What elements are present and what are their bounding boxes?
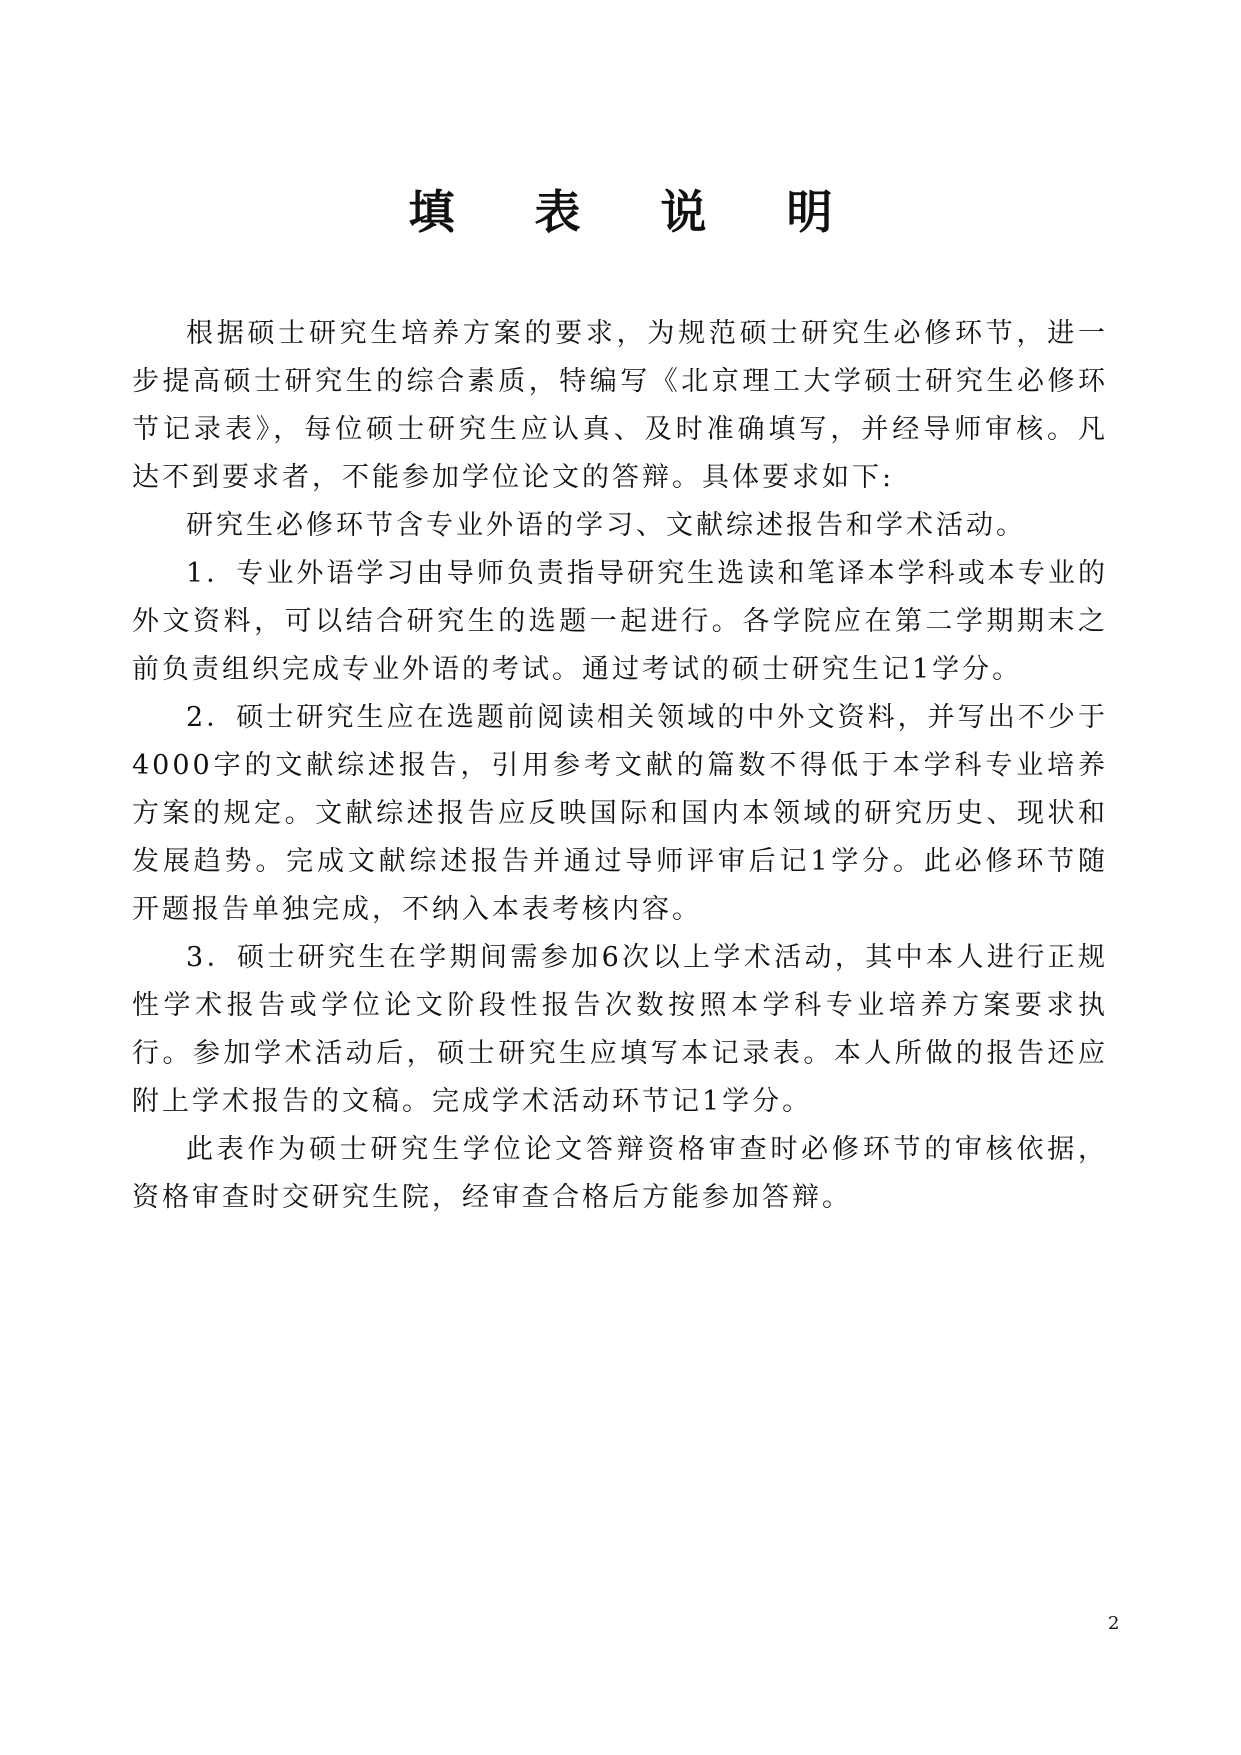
foreign-language-item: 1．专业外语学习由导师负责指导研究生选读和笔译本学科或本专业的外文资料，可以结合研究生的选题一起进行。各学院应在第二学期期末之前负责组织完成专业外语的考试。通过考试的硕士研究生记1学分。 <box>132 558 1108 685</box>
closing-paragraph: 此表作为硕士研究生学位论文答辩资格审查时必修环节的审核依据，资格审查时交研究生院，经审查合格后方能参加答辩。 <box>132 1134 1108 1213</box>
intro-paragraph: 根据硕士研究生培养方案的要求，为规范硕士研究生必修环节，进一步提高硕士研究生的综合素质，特编写《北京理工大学硕士研究生必修环节记录表》，每位硕士研究生应认真、及时准确填写，并经导师审核。凡达不到要求者，不能参加学位论文的答辩。具体要求如下: <box>132 318 1108 493</box>
components-paragraph: 研究生必修环节含专业外语的学习、文献综述报告和学术活动。 <box>186 510 1026 541</box>
academic-activity-item: 3．硕士研究生在学期间需参加6次以上学术活动，其中本人进行正规性学术报告或学位论文阶段性报告次数按照本学科专业培养方案要求执行。参加学术活动后，硕士研究生应填写本记录表。本人所做的报告还应附上学术报告的文稿。完成学术活动环节记1学分。 <box>132 942 1108 1117</box>
page-number: 2 <box>1108 1613 1120 1634</box>
page-title: 填 表 说 明 <box>408 185 865 239</box>
instructions-body <box>132 310 1108 1222</box>
literature-review-item: 2．硕士研究生应在选题前阅读相关领域的中外文资料，并写出不少于4000字的文献综述报告，引用参考文献的篇数不得低于本学科专业培养方案的规定。文献综述报告应反映国际和国内本领域的研究历史、现状和发展趋势。完成文献综述报告并通过导师评审后记1学分。此必修环节随开题报告单独完成，不纳入本表考核内容。 <box>132 702 1108 925</box>
